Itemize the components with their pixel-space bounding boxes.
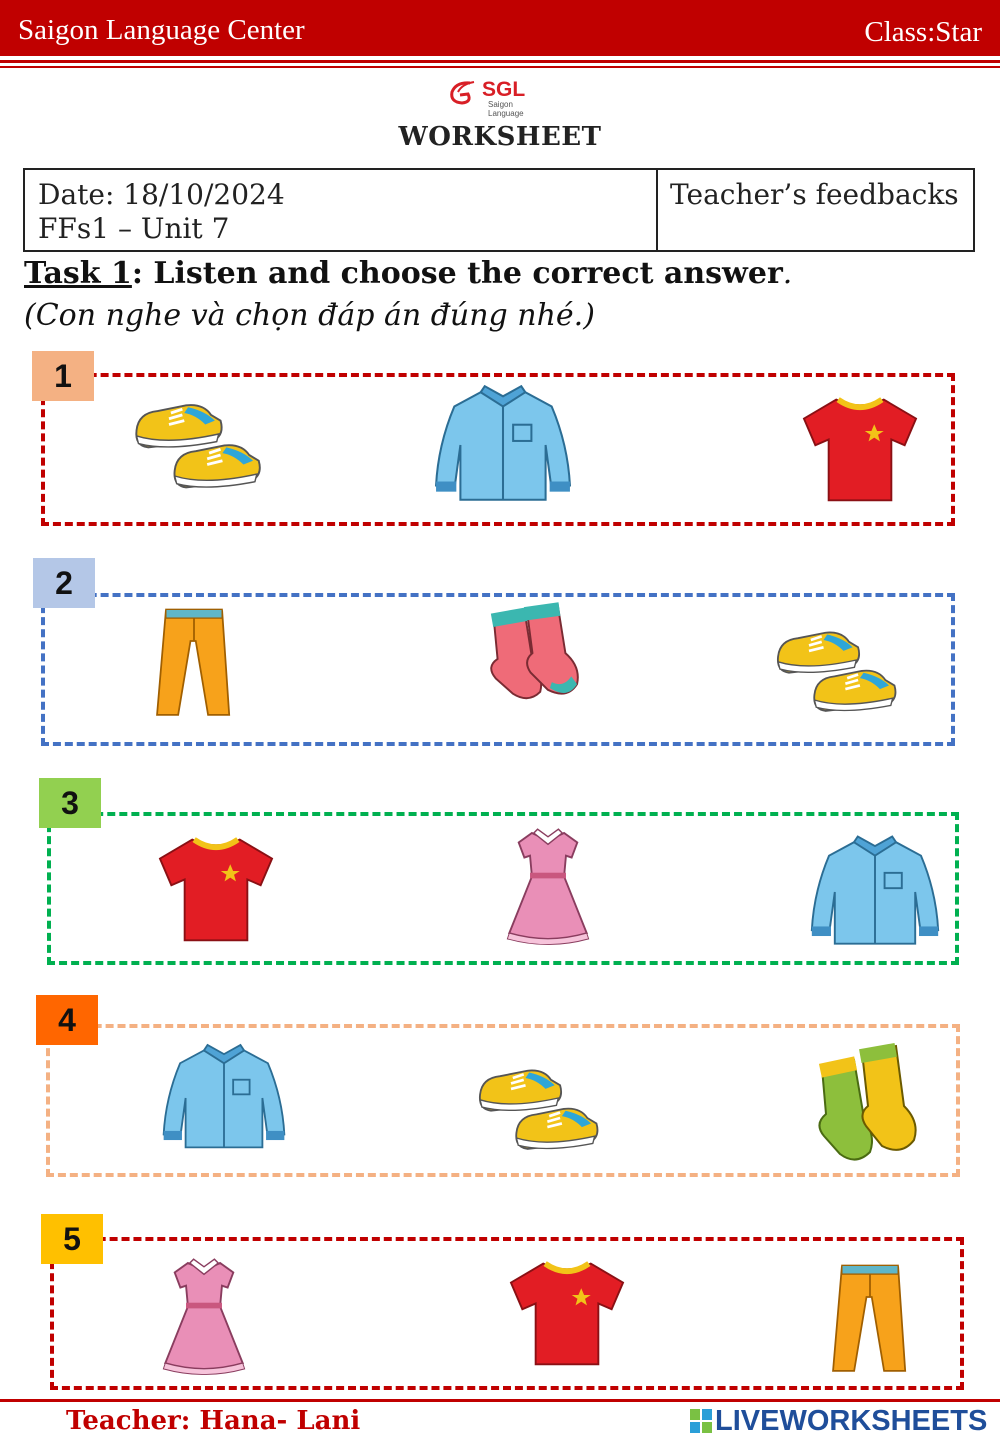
date-text: Date: 18/10/2024 [38, 178, 285, 211]
header-divider [0, 60, 1000, 63]
socks-green-icon[interactable] [812, 1042, 942, 1172]
shirt-icon[interactable] [432, 384, 574, 506]
header-divider-thin [0, 66, 1000, 68]
task-instruction: : Listen and choose the correct answer [131, 256, 783, 291]
tshirt-icon[interactable] [504, 1256, 630, 1370]
liveworksheets-text: LIVEWORKSHEETS [715, 1405, 988, 1437]
shoes-icon[interactable] [768, 620, 910, 720]
sgl-logo-icon [448, 80, 478, 106]
shirt-icon[interactable] [160, 1042, 288, 1154]
trousers-icon[interactable] [150, 602, 238, 724]
class-label: Class:Star [864, 16, 982, 48]
info-box [23, 168, 975, 252]
task-punct: . [782, 256, 793, 291]
teacher-name: Teacher: Hana- Lani [66, 1406, 361, 1436]
shoes-icon[interactable] [128, 392, 273, 497]
question-5-number: 5 [41, 1214, 103, 1264]
dress-icon[interactable] [152, 1252, 256, 1378]
shirt-icon[interactable] [808, 834, 942, 950]
socks-pink-icon[interactable] [484, 600, 610, 712]
footer-divider [0, 1399, 1000, 1402]
logo-subtext: Saigon Language [488, 100, 524, 118]
liveworksheets-logo-icon [690, 1409, 712, 1433]
tshirt-icon[interactable] [797, 392, 923, 506]
sgl-logo [448, 78, 548, 118]
center-name: Saigon Language Center [18, 14, 305, 46]
tshirt-icon[interactable] [153, 832, 279, 946]
task-translation: (Con nghe và chọn đáp án đúng nhé.) [24, 298, 595, 333]
logo-text: SGL [482, 78, 526, 101]
trousers-icon[interactable] [826, 1258, 914, 1380]
dress-icon[interactable] [496, 822, 600, 948]
liveworksheets-brand [690, 1405, 987, 1438]
page-title: WORKSHEET [398, 122, 602, 152]
question-3-number: 3 [39, 778, 101, 828]
task-heading [24, 256, 792, 291]
task-label: Task 1 [24, 256, 132, 291]
question-1-number: 1 [32, 351, 94, 401]
header-bar [0, 0, 1000, 56]
question-2-number: 2 [33, 558, 95, 608]
shoes-icon[interactable] [472, 1058, 610, 1158]
question-4-number: 4 [36, 995, 98, 1045]
feedback-label: Teacher’s feedbacks [670, 178, 959, 211]
info-divider [656, 170, 658, 250]
unit-text: FFs1 – Unit 7 [38, 212, 230, 245]
